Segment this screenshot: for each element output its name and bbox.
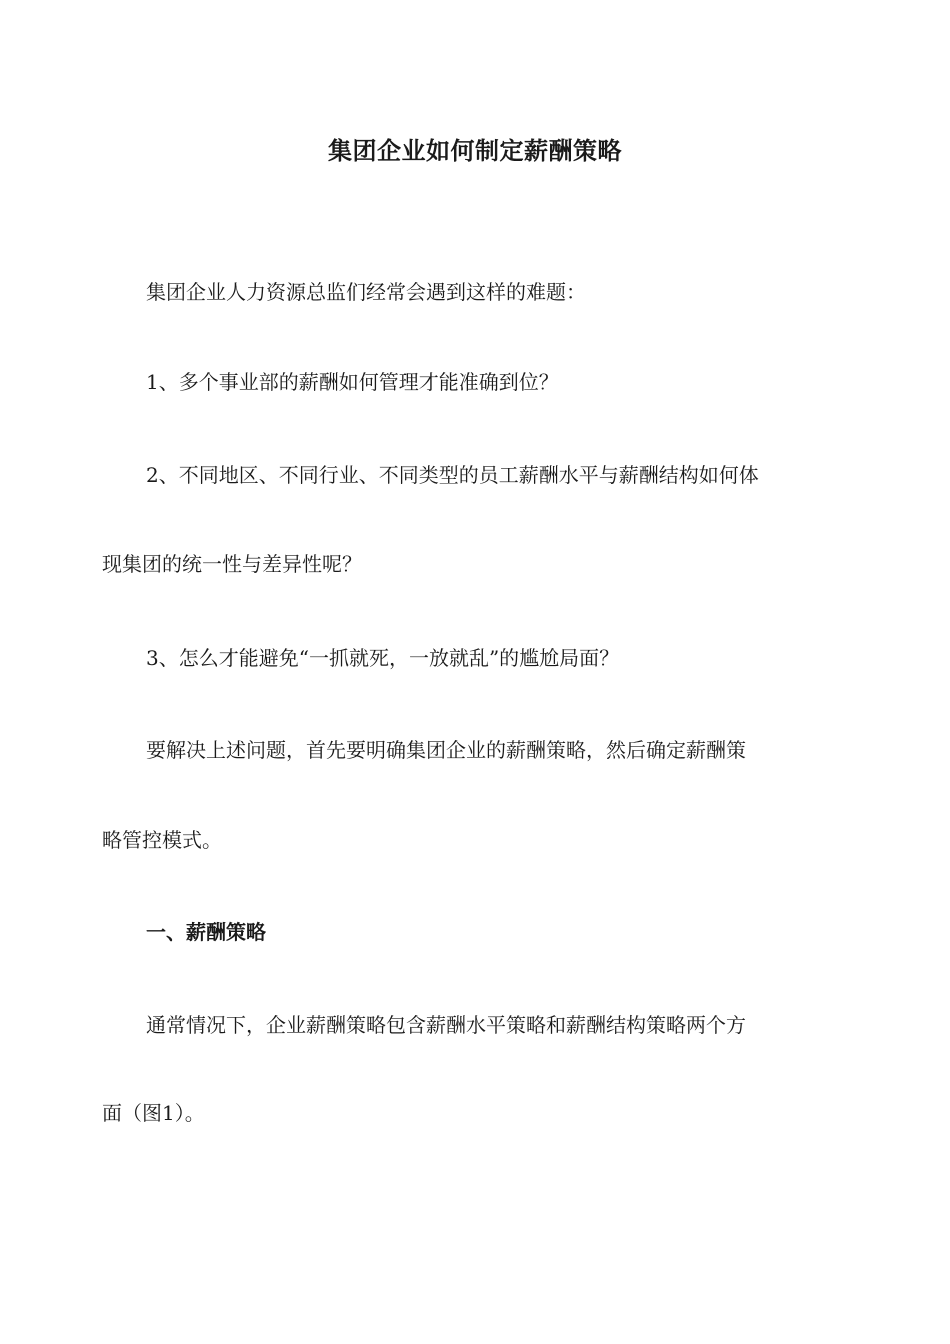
solution-paragraph-line-2: 略管控模式。 xyxy=(102,828,222,852)
strategy-paragraph-line-2: 面（图1）。 xyxy=(102,1101,205,1125)
question-2-line-1: 2、不同地区、不同行业、不同类型的员工薪酬水平与薪酬结构如何体 xyxy=(146,463,759,487)
solution-paragraph-line-1: 要解决上述问题，首先要明确集团企业的薪酬策略，然后确定薪酬策 xyxy=(146,738,746,762)
page-title: 集团企业如何制定薪酬策略 xyxy=(328,137,622,165)
intro-paragraph: 集团企业人力资源总监们经常会遇到这样的难题： xyxy=(146,280,586,304)
question-1: 1、多个事业部的薪酬如何管理才能准确到位？ xyxy=(146,370,559,394)
strategy-paragraph-line-1: 通常情况下，企业薪酬策略包含薪酬水平策略和薪酬结构策略两个方 xyxy=(146,1013,746,1037)
question-3: 3、怎么才能避免“一抓就死，一放就乱”的尴尬局面？ xyxy=(146,646,620,670)
question-2-line-2: 现集团的统一性与差异性呢？ xyxy=(102,552,362,576)
section-heading: 一、薪酬策略 xyxy=(146,920,266,944)
